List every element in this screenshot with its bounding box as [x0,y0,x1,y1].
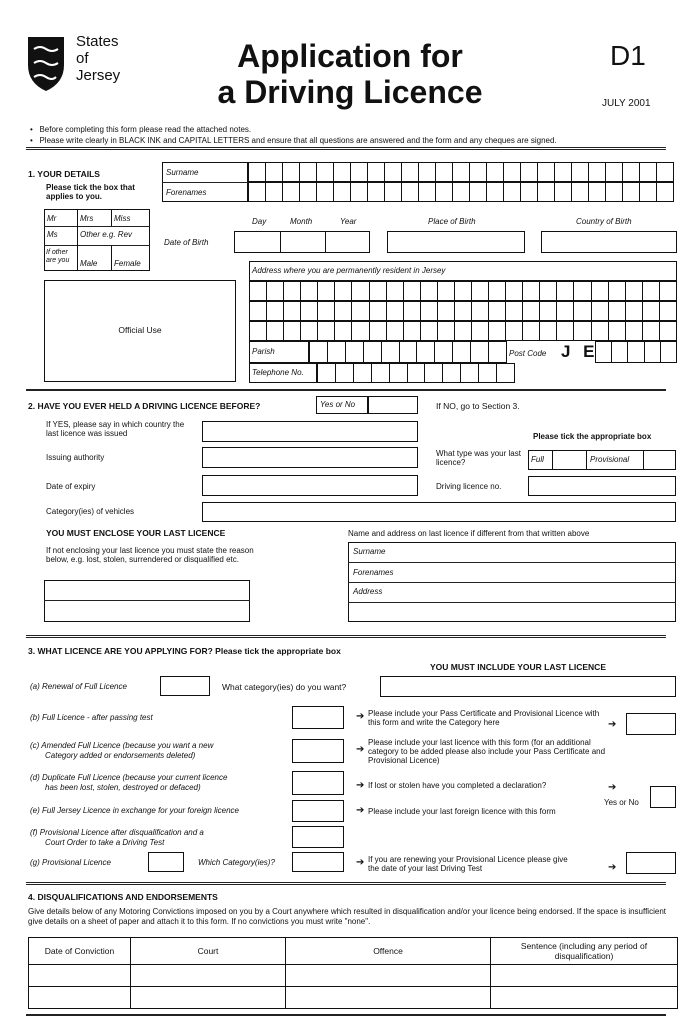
character-cell[interactable] [661,342,677,363]
parish-grid[interactable] [309,341,507,363]
character-cell[interactable] [370,302,387,321]
character-cell[interactable] [310,342,328,363]
character-cell[interactable] [419,163,436,182]
month-label: Month [290,217,313,226]
character-cell[interactable] [266,163,283,182]
character-cell[interactable] [521,163,538,182]
character-cell[interactable] [352,302,369,321]
character-cell[interactable] [317,183,334,202]
place-of-birth-label: Place of Birth [428,217,476,226]
character-cell[interactable] [387,322,404,341]
type-full-label: Full [531,455,544,464]
last-test-date-input[interactable] [626,852,676,874]
country-issued-input[interactable] [202,421,418,442]
character-cell[interactable] [352,322,369,341]
character-cell[interactable] [335,302,352,321]
character-cell[interactable] [572,183,589,202]
character-cell[interactable] [540,302,557,321]
character-cell[interactable] [574,282,591,301]
character-cell[interactable] [596,342,612,363]
expiry-input[interactable] [202,475,418,496]
address-grid-row[interactable] [249,301,677,321]
character-cell[interactable] [589,163,606,182]
if-other-label: If other are you [46,249,70,264]
character-cell[interactable] [421,282,438,301]
categories-input[interactable] [202,502,676,522]
character-cell[interactable] [538,183,555,202]
issuing-authority-input[interactable] [202,447,418,468]
character-cell[interactable] [318,322,335,341]
address-grid-row[interactable] [249,321,677,341]
character-cell[interactable] [660,282,677,301]
character-cell[interactable] [455,302,472,321]
s1-tick-instruction: Please tick the box that applies to you. [46,183,135,201]
prev-address-label: Address [353,587,383,596]
type-provisional-label: Provisional [590,455,630,464]
character-cell[interactable] [402,183,419,202]
arrow-icon: ➔ [356,857,365,868]
character-cell[interactable] [387,302,404,321]
character-cell[interactable] [346,342,364,363]
option-a-checkbox[interactable] [160,676,210,696]
character-cell[interactable] [609,322,626,341]
year-label: Year [340,217,357,226]
col-court: Court [131,938,286,965]
character-cell[interactable] [574,322,591,341]
character-cell[interactable] [489,282,506,301]
option-e-label: (e) Full Jersey Licence in exchange for your foreign licence [30,806,239,815]
character-cell[interactable] [390,364,408,383]
character-cell[interactable] [455,322,472,341]
character-cell[interactable] [504,163,521,182]
character-cell[interactable] [417,342,435,363]
s4-intro: Give details below of any Motoring Convictions imposed on you by a Court anywhere which resulted in disqualification and/or your licence being endorsed. If the space is insufficient give details on a sheet of paper and attach it to this form. If no convictions you must write "none". [28,907,666,926]
character-cell[interactable] [364,342,382,363]
character-cell[interactable] [334,163,351,182]
character-cell[interactable] [506,302,523,321]
address-label: Address where you are permanently resident in Jersey [252,266,446,275]
col-date: Date of Conviction [29,938,131,965]
option-g-note: If you are renewing your Provisional Licence please give the date of your last Driving Test [368,855,568,873]
character-cell[interactable] [300,163,317,182]
character-cell[interactable] [438,302,455,321]
character-cell[interactable] [318,364,336,383]
country-of-birth-label: Country of Birth [576,217,632,226]
character-cell[interactable] [352,282,369,301]
character-cell[interactable] [557,282,574,301]
character-cell[interactable] [372,364,390,383]
character-cell[interactable] [283,163,300,182]
col-offence: Offence [286,938,491,965]
option-g-checkbox[interactable] [148,852,184,872]
licence-type-label: What type was your last licence? [436,449,521,467]
declaration-input[interactable] [650,786,676,808]
character-cell[interactable] [435,342,453,363]
character-cell[interactable] [660,322,677,341]
character-cell[interactable] [370,282,387,301]
title-ms[interactable]: Ms [47,230,58,239]
table-row[interactable] [29,987,678,1009]
title-miss[interactable]: Miss [114,214,131,223]
must-enclose-note: YOU MUST ENCLOSE YOUR LAST LICENCE [46,528,226,538]
licence-no-input[interactable] [528,476,676,496]
character-cell[interactable] [523,322,540,341]
character-cell[interactable] [455,282,472,301]
character-cell[interactable] [387,282,404,301]
categories-label: Category(ies) of vehicles [46,507,135,516]
character-cell[interactable] [266,183,283,202]
character-cell[interactable] [657,163,674,182]
character-cell[interactable] [470,163,487,182]
character-cell[interactable] [436,183,453,202]
character-cell[interactable] [335,282,352,301]
if-no-note: If NO, go to Section 3. [436,401,520,411]
character-cell[interactable] [425,364,443,383]
postcode-grid[interactable] [595,341,677,363]
arrow-icon: ➔ [356,711,365,722]
issuing-authority-label: Issuing authority [46,453,105,462]
col-sentence: Sentence (including any period of disqualification) [491,938,678,965]
surname-grid[interactable] [248,162,674,182]
character-cell[interactable] [523,302,540,321]
character-cell[interactable] [461,364,479,383]
character-cell[interactable] [497,364,515,383]
character-cell[interactable] [612,342,628,363]
character-cell[interactable] [521,183,538,202]
character-cell[interactable] [267,322,284,341]
character-cell[interactable] [400,342,418,363]
character-cell[interactable] [438,282,455,301]
character-cell[interactable] [368,163,385,182]
s1-heading: 1. YOUR DETAILS [28,169,100,179]
s3-heading: 3. WHAT LICENCE ARE YOU APPLYING FOR? Please tick the appropriate box [28,646,341,656]
character-cell[interactable] [328,342,346,363]
character-cell[interactable] [453,342,471,363]
character-cell[interactable] [471,342,489,363]
character-cell[interactable] [592,302,609,321]
title-mrs[interactable]: Mrs [80,214,94,223]
character-cell[interactable] [506,282,523,301]
character-cell[interactable] [609,282,626,301]
character-cell[interactable] [267,302,284,321]
country-issued-label: If YES, please say in which country the last licence was issued [46,420,185,438]
character-cell[interactable] [540,322,557,341]
sex-female[interactable]: Female [114,259,141,268]
option-f-label-1: (f) Provisional Licence after disqualification and a [30,828,204,837]
org-name: States of Jersey [76,33,121,84]
character-cell[interactable] [404,302,421,321]
character-cell[interactable] [660,302,677,321]
character-cell[interactable] [472,282,489,301]
character-cell[interactable] [354,364,372,383]
character-cell[interactable] [626,302,643,321]
character-cell[interactable] [368,183,385,202]
character-cell[interactable] [404,282,421,301]
character-cell[interactable] [472,322,489,341]
option-e-note: Please include your last foreign licence with this form [368,807,556,816]
tick-box-instruction: Please tick the appropriate box [533,432,652,441]
character-cell[interactable] [657,183,674,202]
option-f-label-2: Court Order to take a Driving Test [45,838,165,847]
forenames-grid[interactable] [248,182,674,202]
option-e-checkbox[interactable] [292,800,344,822]
form-date: JULY 2001 [602,98,651,109]
character-cell[interactable] [443,364,461,383]
character-cell[interactable] [487,163,504,182]
character-cell[interactable] [489,342,507,363]
held-licence-input[interactable] [368,396,418,414]
character-cell[interactable] [645,342,661,363]
character-cell[interactable] [438,322,455,341]
character-cell[interactable] [623,183,640,202]
category-wanted-input[interactable] [380,676,676,697]
option-a-label: (a) Renewal of Full Licence [30,682,127,691]
character-cell[interactable] [370,322,387,341]
official-use-label: Official Use [118,325,162,335]
provisional-category-input[interactable] [292,852,344,872]
option-d-label-1: (d) Duplicate Full Licence (because your current licence [30,773,228,782]
character-cell[interactable] [640,163,657,182]
character-cell[interactable] [589,183,606,202]
arrow-icon: ➔ [356,744,365,755]
character-cell[interactable] [250,302,267,321]
character-cell[interactable] [284,282,301,301]
character-cell[interactable] [301,322,318,341]
pass-category-input[interactable] [626,713,676,735]
surname-label: Surname [166,168,199,177]
option-b-checkbox[interactable] [292,706,344,729]
character-cell[interactable] [385,163,402,182]
country-of-birth-input[interactable] [541,231,677,253]
character-cell[interactable] [334,183,351,202]
character-cell[interactable] [472,302,489,321]
character-cell[interactable] [249,163,266,182]
character-cell[interactable] [335,322,352,341]
day-label: Day [252,217,267,226]
option-b-note: Please include your Pass Certificate and Provisional Licence with this form and write the Category here [368,709,600,727]
character-cell[interactable] [408,364,426,383]
arrow-icon: ➔ [608,782,617,793]
character-cell[interactable] [301,282,318,301]
option-g-label: (g) Provisional Licence [30,858,111,867]
character-cell[interactable] [557,322,574,341]
form-code: D1 [610,40,646,71]
character-cell[interactable] [574,302,591,321]
character-cell[interactable] [523,282,540,301]
option-d-label-2: has been lost, stolen, destroyed or defaced) [45,783,201,792]
table-row[interactable] [29,965,678,987]
parish-label: Parish [252,347,275,356]
character-cell[interactable] [626,282,643,301]
character-cell[interactable] [592,282,609,301]
yes-no-label: Yes or No [320,400,356,409]
character-cell[interactable] [623,163,640,182]
character-cell[interactable] [640,183,657,202]
character-cell[interactable] [404,322,421,341]
character-cell[interactable] [351,163,368,182]
character-cell[interactable] [250,282,267,301]
sex-male[interactable]: Male [80,259,98,268]
character-cell[interactable] [504,183,521,202]
character-cell[interactable] [489,322,506,341]
character-cell[interactable] [284,302,301,321]
option-c-label-1: (c) Amended Full Licence (because you want a new [30,741,214,750]
character-cell[interactable] [479,364,497,383]
arrow-icon: ➔ [356,805,365,816]
name-address-note: Name and address on last licence if different from that written above [348,529,590,538]
character-cell[interactable] [470,183,487,202]
character-cell[interactable] [453,163,470,182]
character-cell[interactable] [489,302,506,321]
title-mr[interactable]: Mr [47,214,57,223]
dob-input[interactable] [234,231,370,253]
character-cell[interactable] [592,322,609,341]
character-cell[interactable] [267,282,284,301]
option-d-note: If lost or stolen have you completed a declaration? [368,781,547,790]
must-include-note: YOU MUST INCLUDE YOUR LAST LICENCE [430,662,606,672]
character-cell[interactable] [540,282,557,301]
s2-heading: 2. HAVE YOU EVER HELD A DRIVING LICENCE BEFORE? [28,401,261,411]
character-cell[interactable] [609,302,626,321]
character-cell[interactable] [419,183,436,202]
telephone-label: Telephone No. [252,368,304,377]
postcode-prefix: J E [561,342,599,361]
character-cell[interactable] [385,183,402,202]
expiry-label: Date of expiry [46,482,96,491]
character-cell[interactable] [283,183,300,202]
character-cell[interactable] [628,342,644,363]
not-enclosing-note: If not enclosing your last licence you must state the reason below, e.g. lost, stolen, surrendered or disqualified etc. [46,546,254,564]
jersey-crest-logo [26,35,66,93]
reason-input[interactable] [44,580,250,622]
character-cell[interactable] [284,322,301,341]
character-cell[interactable] [626,322,643,341]
option-c-note: Please include your last licence with this form (for an additional category to be added please also include your Pass Certificate and Provisional Licence) [368,738,606,765]
character-cell[interactable] [436,163,453,182]
option-c-checkbox[interactable] [292,739,344,763]
character-cell[interactable] [453,183,470,202]
notes: • Before completing this form please read the attached notes. • Please write clearly in BLACK INK and CAPITAL LETTERS and ensure that all questions are answered and the form and any cheques are signed. [30,125,557,145]
forenames-label: Forenames [166,188,207,197]
option-f-checkbox[interactable] [292,826,344,848]
character-cell[interactable] [301,302,318,321]
yes-or-no-label: Yes or No [604,798,639,807]
character-cell[interactable] [487,183,504,202]
what-category-label: What category(ies) do you want? [222,682,347,692]
character-cell[interactable] [643,322,660,341]
which-category-label: Which Category(ies)? [198,858,275,867]
character-cell[interactable] [317,163,334,182]
character-cell[interactable] [643,302,660,321]
arrow-icon: ➔ [608,719,617,730]
option-d-checkbox[interactable] [292,771,344,795]
character-cell[interactable] [318,302,335,321]
prev-forenames-label: Forenames [353,568,394,577]
option-c-label-2: Category added or endorsements deleted) [45,751,196,760]
dob-label: Date of Birth [164,238,209,247]
title-other[interactable]: Other e.g. Rev [80,230,133,239]
place-of-birth-input[interactable] [387,231,525,253]
character-cell[interactable] [606,163,623,182]
character-cell[interactable] [249,183,266,202]
character-cell[interactable] [555,163,572,182]
character-cell[interactable] [606,183,623,202]
character-cell[interactable] [351,183,368,202]
character-cell[interactable] [421,322,438,341]
address-grid-row[interactable] [249,281,677,301]
character-cell[interactable] [555,183,572,202]
licence-no-label: Driving licence no. [436,482,502,491]
character-cell[interactable] [382,342,400,363]
character-cell[interactable] [336,364,354,383]
character-cell[interactable] [572,163,589,182]
character-cell[interactable] [402,163,419,182]
postcode-label: Post Code [509,349,547,358]
s4-heading: 4. DISQUALIFICATIONS AND ENDORSEMENTS [28,892,218,902]
telephone-grid[interactable] [317,363,515,383]
page-title: Application for a Driving Licence [217,38,483,110]
character-cell[interactable] [250,322,267,341]
character-cell[interactable] [318,282,335,301]
character-cell[interactable] [643,282,660,301]
character-cell[interactable] [421,302,438,321]
arrow-icon: ➔ [608,862,617,873]
character-cell[interactable] [506,322,523,341]
convictions-table [28,937,678,1009]
character-cell[interactable] [538,163,555,182]
character-cell[interactable] [300,183,317,202]
character-cell[interactable] [557,302,574,321]
option-b-label: (b) Full Licence - after passing test [30,713,153,722]
prev-surname-label: Surname [353,547,386,556]
arrow-icon: ➔ [356,780,365,791]
